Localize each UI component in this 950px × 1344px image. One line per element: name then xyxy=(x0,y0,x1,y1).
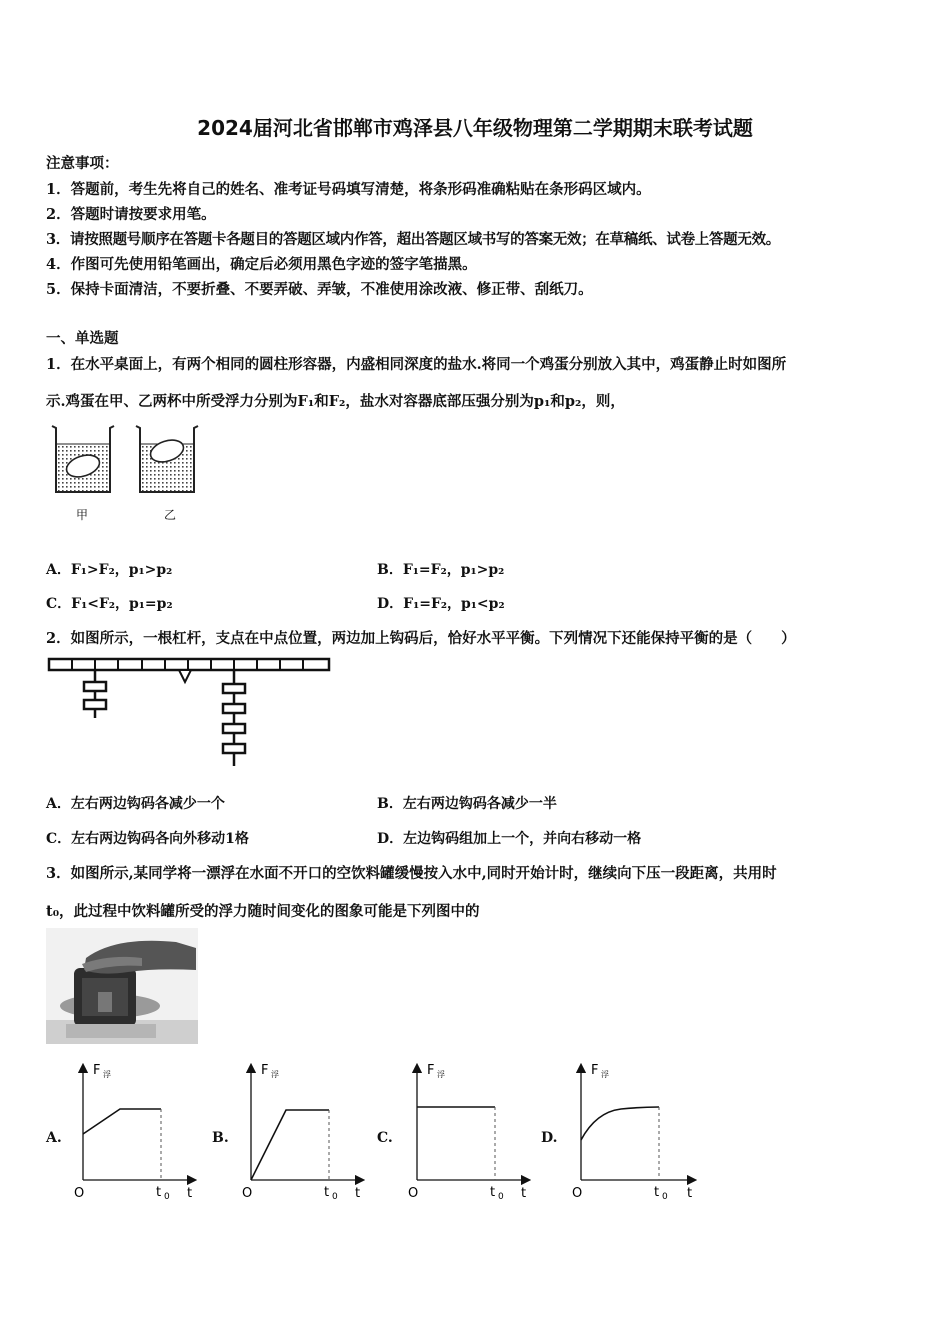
t0-label: t xyxy=(490,1185,496,1200)
graph-b-letter[interactable]: B. xyxy=(212,1130,229,1146)
origin-label: O xyxy=(572,1186,583,1201)
y-label-sub: 浮 xyxy=(437,1070,445,1079)
y-label: F xyxy=(261,1063,269,1078)
t-label: t xyxy=(355,1186,361,1201)
beaker-jia xyxy=(52,426,114,492)
notice-item: 2．答题时请按要求用笔。 xyxy=(46,206,216,223)
t0-sub: 0 xyxy=(332,1192,338,1202)
q2-lever-figure xyxy=(46,650,336,775)
q1-option-c[interactable]: C．F₁<F₂，p₁=p₂ xyxy=(46,596,173,612)
notice-item: 1．答题前，考生先将自己的姓名、准考证号码填写清楚，将条形码准确粘贴在条形码区域内。 xyxy=(46,181,651,198)
graph-b[interactable] xyxy=(236,1062,366,1202)
t-label: t xyxy=(187,1186,193,1201)
notice-item: 4．作图可先使用铅笔画出，确定后必须用黑色字迹的签字笔描黑。 xyxy=(46,256,477,273)
curve-d xyxy=(581,1107,659,1140)
t0-sub: 0 xyxy=(662,1192,668,1202)
t0-sub: 0 xyxy=(498,1192,504,1202)
notice-heading: 注意事项： xyxy=(46,155,119,172)
t0-label: t xyxy=(156,1185,162,1200)
q3-photo xyxy=(46,928,198,1044)
origin-label: O xyxy=(74,1186,85,1201)
t0-sub: 0 xyxy=(164,1192,170,1202)
curve-a xyxy=(83,1109,161,1134)
q2-option-d[interactable]: D．左边钩码组加上一个，并向右移动一格 xyxy=(377,831,642,847)
q1-beakers-figure xyxy=(46,418,206,528)
graph-a[interactable] xyxy=(68,1062,198,1202)
q1-line1: 1．在水平桌面上，有两个相同的圆柱形容器，内盛相同深度的盐水.将同一个鸡蛋分别放入其中，鸡蛋静止时如图所 xyxy=(46,356,787,373)
q2-line1: 2．如图所示，一根杠杆，支点在中点位置，两边加上钩码后，恰好水平平衡。下列情况下还能保持平衡的是（ ） xyxy=(46,630,796,647)
y-label: F xyxy=(427,1063,435,1078)
graph-c-letter[interactable]: C. xyxy=(377,1130,393,1146)
q1-option-a[interactable]: A．F₁>F₂，p₁>p₂ xyxy=(46,562,173,578)
y-label-sub: 浮 xyxy=(103,1070,111,1079)
y-label-sub: 浮 xyxy=(601,1070,609,1079)
notice-item: 5．保持卡面清洁，不要折叠、不要弄破、弄皱，不准使用涂改液、修正带、刮纸刀。 xyxy=(46,281,593,298)
graph-d-letter[interactable]: D. xyxy=(541,1130,558,1146)
y-label: F xyxy=(93,1063,101,1078)
q1-line2: 示.鸡蛋在甲、乙两杯中所受浮力分别为F₁和F₂，盐水对容器底部压强分别为p₁和p₂，则， xyxy=(46,393,625,410)
y-label-sub: 浮 xyxy=(271,1070,279,1079)
q2-option-a[interactable]: A．左右两边钩码各减少一个 xyxy=(46,796,225,812)
origin-label: O xyxy=(242,1186,253,1201)
q3-line1: 3．如图所示,某同学将一漂浮在水面不开口的空饮料罐缓慢按入水中,同时开始计时，继续向下压一段距离，共用时 xyxy=(46,865,777,882)
t0-label: t xyxy=(324,1185,330,1200)
y-label: F xyxy=(591,1063,599,1078)
fig-label-yi: 乙 xyxy=(164,508,177,522)
q3-line2: t₀，此过程中饮料罐所受的浮力随时间变化的图象可能是下列图中的 xyxy=(46,903,480,920)
notice-item: 3．请按照题号顺序在答题卡各题目的答题区域内作答，超出答题区域书写的答案无效；在草稿纸、试卷上答题无效。 xyxy=(46,231,780,248)
curve-b xyxy=(251,1110,329,1180)
fig-label-jia: 甲 xyxy=(76,508,89,522)
page-title: 2024届河北省邯郸市鸡泽县八年级物理第二学期期末联考试题 xyxy=(197,116,753,140)
q2-option-c[interactable]: C．左右两边钩码各向外移动1格 xyxy=(46,831,249,847)
graph-a-letter[interactable]: A. xyxy=(46,1130,62,1146)
t-label: t xyxy=(521,1186,527,1201)
q2-option-b[interactable]: B．左右两边钩码各减少一半 xyxy=(377,796,557,812)
graph-d[interactable] xyxy=(566,1062,701,1202)
t0-label: t xyxy=(654,1185,660,1200)
beaker-yi xyxy=(136,426,198,492)
graph-c[interactable] xyxy=(402,1062,532,1202)
q1-option-b[interactable]: B．F₁=F₂，p₁>p₂ xyxy=(377,562,505,578)
section-heading: 一、单选题 xyxy=(46,330,119,347)
origin-label: O xyxy=(408,1186,419,1201)
t-label: t xyxy=(687,1186,693,1201)
q1-option-d[interactable]: D．F₁=F₂，p₁<p₂ xyxy=(377,596,505,612)
